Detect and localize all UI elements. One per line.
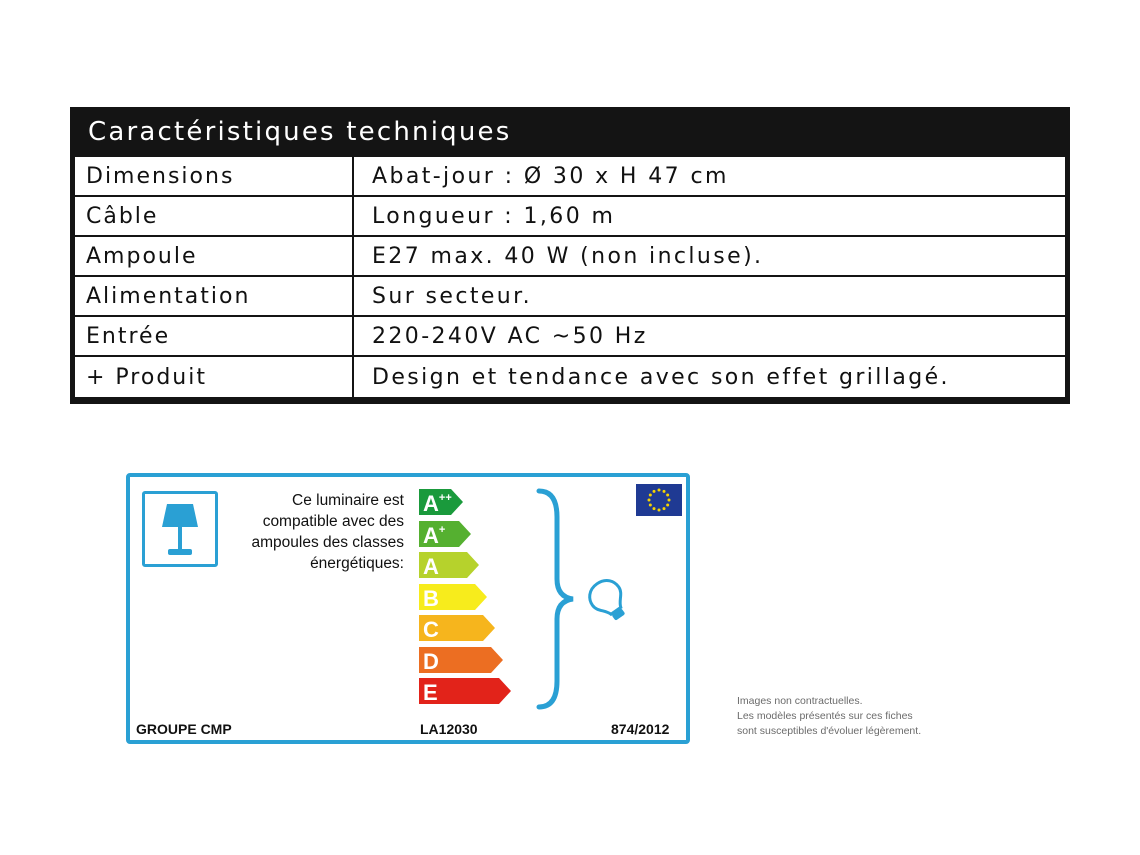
eu-star: [653, 507, 656, 510]
compat-line: Ce luminaire est: [292, 492, 404, 509]
spec-value: Sur secteur.: [372, 283, 532, 309]
eu-star: [658, 489, 661, 492]
table-lamp-icon: [142, 491, 218, 567]
spec-row-cable: [75, 197, 1065, 237]
spec-table-title: Caractéristiques techniques: [88, 117, 512, 147]
energy-class-letter: A++: [423, 491, 452, 515]
eu-star: [648, 499, 651, 502]
spec-label: + Produit: [75, 357, 354, 397]
energy-class-arrow: [419, 678, 511, 704]
energy-class-letter: E: [423, 680, 438, 704]
spec-value: Abat-jour : Ø 30 x H 47 cm: [372, 163, 729, 189]
energy-class-arrow: [419, 552, 479, 578]
spec-row-entree: [75, 317, 1065, 357]
energy-class-arrow: [419, 489, 463, 515]
eu-star: [649, 504, 652, 507]
disclaimer-line: sont susceptibles d'évoluer légèrement.: [737, 725, 922, 737]
energy-class-arrow: [419, 647, 503, 673]
spec-table-body: [75, 157, 1065, 397]
energy-class-arrow: [419, 521, 471, 547]
compat-line: énergétiques:: [310, 555, 404, 572]
spec-label: Entrée: [75, 317, 354, 355]
spec-value: Longueur : 1,60 m: [372, 203, 616, 229]
spec-row-produit: [75, 357, 1065, 397]
spec-table: [70, 107, 1070, 404]
spec-value: 220-240V AC ~50 Hz: [372, 323, 648, 349]
spec-label: Ampoule: [75, 237, 354, 275]
eu-star: [666, 504, 669, 507]
energy-class-scale: [419, 489, 529, 711]
energy-label: [126, 473, 690, 744]
eu-star: [658, 509, 661, 512]
model-number: LA12030: [420, 721, 478, 737]
spec-label: Alimentation: [75, 277, 354, 315]
spec-value: Design et tendance avec son effet grillagé.: [372, 364, 950, 390]
eu-star: [668, 499, 671, 502]
disclaimer-line: Images non contractuelles.: [737, 695, 863, 707]
regulation-number: 874/2012: [611, 721, 670, 737]
curly-brace: [535, 487, 575, 711]
compat-line: compatible avec des: [262, 513, 404, 530]
energy-class-letter: A: [423, 554, 439, 578]
energy-class-arrow: [419, 584, 487, 610]
energy-class-letter: C: [423, 617, 439, 641]
eu-star: [663, 490, 666, 493]
eu-star: [666, 494, 669, 497]
spec-row-alimentation: [75, 277, 1065, 317]
compat-line: ampoules des classes: [251, 534, 404, 551]
eu-star: [663, 507, 666, 510]
spec-label: Dimensions: [75, 157, 354, 195]
disclaimer-line: Les modèles présentés sur ces fiches: [737, 710, 913, 722]
eu-star: [649, 494, 652, 497]
eu-flag-icon: [636, 484, 682, 516]
brand-name: GROUPE CMP: [136, 721, 232, 737]
light-bulb-icon: [584, 576, 634, 626]
compatibility-text: [226, 490, 404, 574]
spec-label: Câble: [75, 197, 354, 235]
spec-row-dimensions: [75, 157, 1065, 197]
energy-class-letter: D: [423, 648, 439, 673]
energy-class-letter: B: [423, 585, 439, 610]
energy-class-letter: A+: [423, 522, 446, 547]
spec-row-ampoule: [75, 237, 1065, 277]
eu-star: [653, 490, 656, 493]
energy-class-arrow: [419, 615, 495, 641]
disclaimer: [737, 694, 997, 739]
spec-value: E27 max. 40 W (non incluse).: [372, 243, 764, 269]
